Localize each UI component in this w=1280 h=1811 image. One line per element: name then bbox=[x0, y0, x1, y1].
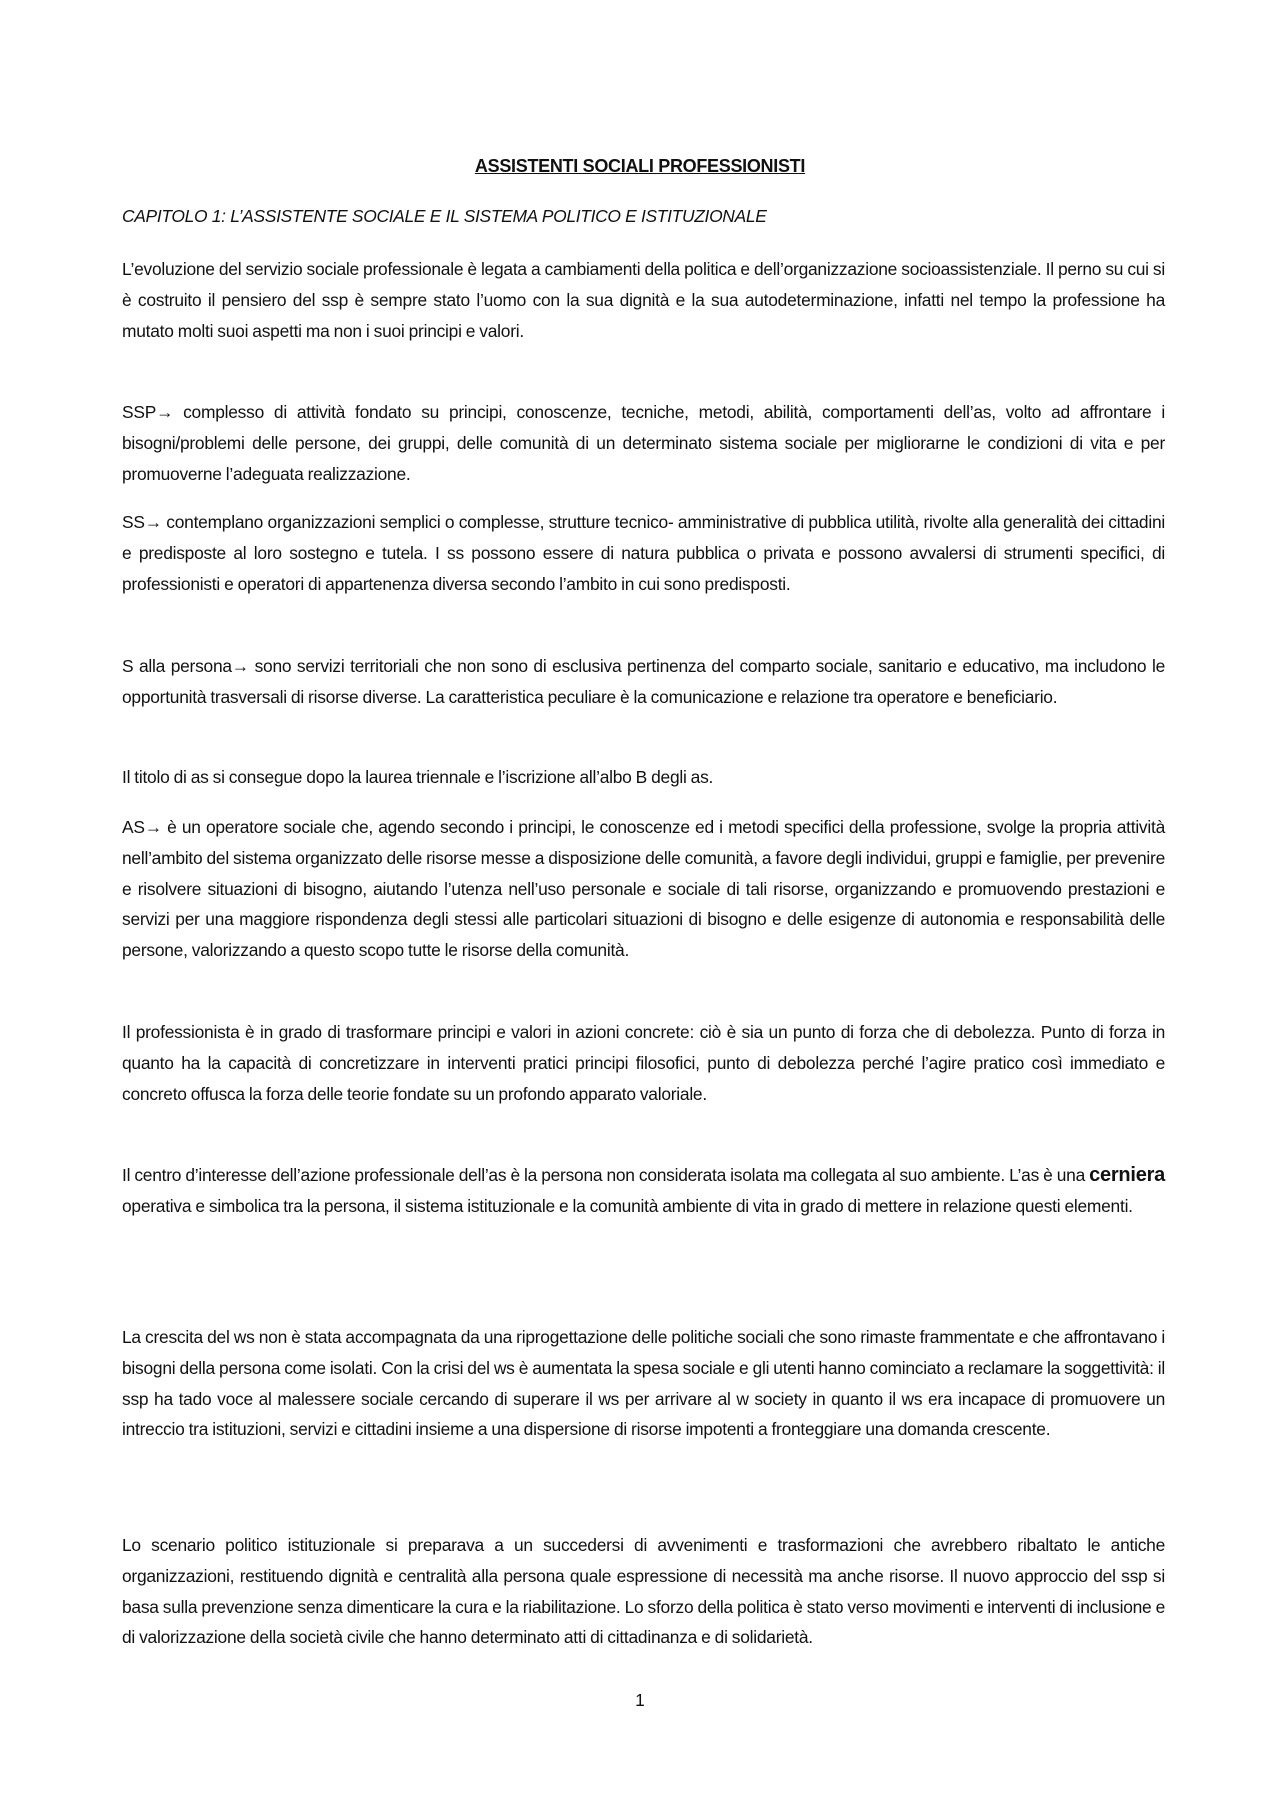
paragraph-servizi-persona bbox=[122, 651, 1165, 713]
bold-term: cerniera bbox=[1089, 1164, 1165, 1186]
text: Il centro d’interesse dell’azione professionale dell’as è la persona non considerata isolata ma collegata al suo ambiente. L’as è una bbox=[122, 1165, 1090, 1185]
paragraph-crescita-ws: La crescita del ws non è stata accompagnata da una riprogettazione delle politiche sociali che sono rimaste frammentate e che affrontavano i bisogni della persona come isolati. Con la crisi del ws è aumentata la spesa sociale e gli utenti hanno cominciato a reclamare la soggettività: il ssp ha tado voce al malessere sociale cercando di superare il ws per arrivare al w society in quanto il ws era incapace di promuovere un intreccio tra istituzioni, servizi e cittadini insieme a una dispersione di risorse impotenti a fronteggiare una domanda crescente. bbox=[122, 1327, 1165, 1440]
definition: contemplano organizzazioni semplici o complesse, strutture tecnico- amministrative di pubblica utilità, rivolte alla generalità dei cittadini e predisposte al loro sostegno e tutela. I ss possono essere di natura pubblica o privata e possono avvalersi di strumenti specifici, di professionisti e operatori di appartenenza diversa secondo l’ambito in cui sono predisposti. bbox=[122, 512, 1165, 594]
definition: è un operatore sociale che, agendo secondo i principi, le conoscenze ed i metodi specifici della professione, svolge la propria attività nell’ambito del sistema organizzato delle risorse messe a disposizione delle comunità, a favore degli individui, gruppi e famiglie, per prevenire e risolvere situazioni di bisogno, aiutando l’utenza nell’uso personale e sociale di tali risorse, organizzando e promuovendo prestazioni e servizi per una maggiore rispondenza degli stessi alle particolari situazioni di bisogno e delle esigenze di autonomia e responsabilità delle persone, valorizzando a questo scopo tutte le risorse della comunità. bbox=[122, 817, 1165, 961]
paragraph-titolo: Il titolo di as si consegue dopo la laurea triennale e l’iscrizione all’albo B degli as. bbox=[122, 767, 714, 787]
page-number: 1 bbox=[635, 1690, 645, 1710]
arrow-icon: → bbox=[144, 817, 162, 837]
paragraph-as bbox=[122, 812, 1165, 966]
document-title: ASSISTENTI SOCIALI PROFESSIONISTI bbox=[474, 156, 806, 176]
paragraph-ss bbox=[122, 507, 1165, 599]
term: S alla persona bbox=[122, 656, 232, 676]
paragraph-scenario: Lo scenario politico istituzionale si preparava a un succedersi di avvenimenti e trasformazioni che avrebbero ribaltato le antiche organizzazioni, restituendo dignità e centralità alla persona quale espressione di necessità ma anche risorse. Il nuovo approccio del ssp si basa sulla prevenzione senza dimenticare la cura e la riabilitazione. Lo sforzo della politica è stato verso movimenti e interventi di inclusione e di valorizzazione della società civile che hanno determinato atti di cittadinanza e di solidarietà. bbox=[122, 1535, 1165, 1648]
paragraph-ssp bbox=[122, 397, 1165, 489]
term: AS bbox=[122, 817, 145, 837]
term: SS bbox=[122, 512, 145, 532]
term: SSP bbox=[122, 402, 157, 422]
paragraph-intro: L’evoluzione del servizio sociale professionale è legata a cambiamenti della politica e dell’organizzazione socioassistenziale. Il perno su cui si è costruito il pensiero del ssp è sempre stato l’uomo con la sua dignità e la sua autodeterminazione, infatti nel tempo la professione ha mutato molti suoi aspetti ma non i suoi principi e valori. bbox=[122, 259, 1165, 341]
paragraph-professionista: Il professionista è in grado di trasformare principi e valori in azioni concrete: ciò è sia un punto di forza che di debolezza. Punto di forza in quanto ha la capacità di concretizzare in interventi pratici principi filosofici, punto di debolezza perché l’agire pratico così immediato e concreto offusca la forza delle teorie fondate su un profondo apparato valoriale. bbox=[122, 1022, 1165, 1104]
text: operativa e simbolica tra la persona, il sistema istituzionale e la comunità ambiente di vita in grado di mettere in relazione questi elementi. bbox=[122, 1195, 1133, 1216]
definition: sono servizi territoriali che non sono di esclusiva pertinenza del comparto sociale, sanitario e educativo, ma includono le opportunità trasversali di risorse diverse. La caratteristica peculiare è la comunicazione e relazione tra operatore e beneficiario. bbox=[122, 656, 1165, 707]
definition: complesso di attività fondato su principi, conoscenze, tecniche, metodi, abilità, comportamenti dell’as, volto ad affrontare i bisogni/problemi delle persone, dei gruppi, delle comunità di un determinato sistema sociale per migliorarne le condizioni di vita e per promuoverne l’adeguata realizzazione. bbox=[122, 402, 1165, 484]
arrow-icon: → bbox=[144, 512, 162, 532]
chapter-heading: CAPITOLO 1: L’ASSISTENTE SOCIALE E IL SISTEMA POLITICO E ISTITUZIONALE bbox=[122, 206, 767, 226]
arrow-icon: → bbox=[156, 402, 174, 422]
paragraph-centro-interesse bbox=[122, 1160, 1165, 1222]
arrow-icon: → bbox=[231, 656, 249, 676]
